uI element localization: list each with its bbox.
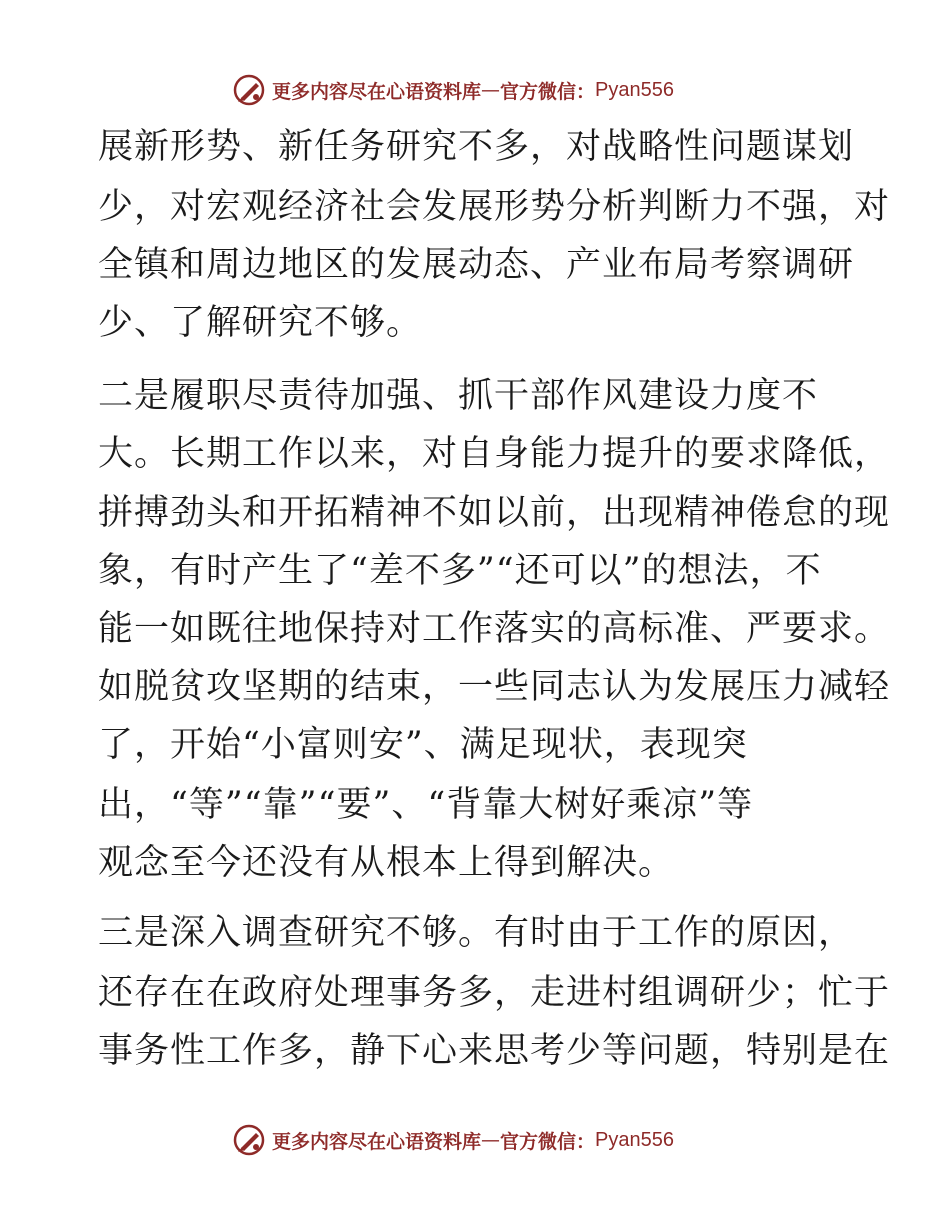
- body-line: 全镇和周边地区的发展动态、产业布局考察调研: [98, 245, 855, 285]
- banner-wechat-id: Pyan556: [595, 78, 674, 101]
- quill-pen-logo-icon: [232, 73, 266, 107]
- banner-wechat-id: Pyan556: [595, 1128, 674, 1151]
- body-line: 象，有时产生了“差不多”“还可以”的想法，不: [98, 551, 822, 591]
- body-line: 展新形势、新任务研究不多，对战略性问题谋划: [98, 127, 855, 167]
- banner-dash: —: [481, 79, 501, 101]
- body-line: 二是履职尽责待加强、抓干部作风建设力度不: [98, 376, 819, 416]
- body-line: 观念至今还没有从根本上得到解决。: [98, 843, 675, 883]
- body-line: 事务性工作多，静下心来思考少等问题，特别是在: [98, 1031, 891, 1071]
- banner-label: 官方微信：: [500, 80, 596, 103]
- body-line: 少，对宏观经济社会发展形势分析判断力不强，对: [98, 187, 891, 227]
- body-line: 少、了解研究不够。: [98, 303, 423, 343]
- body-line: 大。长期工作以来，对自身能力提升的要求降低，: [98, 434, 891, 474]
- body-line: 三是深入调查研究不够。有时由于工作的原因，: [98, 913, 855, 953]
- banner-dash: —: [481, 1129, 501, 1151]
- body-line: 如脱贫攻坚期的结束，一些同志认为发展压力减轻: [98, 667, 891, 707]
- quill-pen-logo-icon: [232, 1123, 266, 1157]
- body-line: 还存在在政府处理事务多，走进村组调研少；忙于: [98, 973, 891, 1013]
- banner-label: 官方微信：: [500, 1130, 596, 1153]
- body-line: 了，开始“小富则安”、满足现状，表现突: [98, 725, 748, 765]
- banner-text: 更多内容尽在心语资料库: [272, 1130, 482, 1153]
- body-line: 出，“等”“靠”“要”、“背靠大树好乘凉”等: [98, 785, 754, 825]
- body-line: 能一如既往地保持对工作落实的高标准、严要求。: [98, 609, 891, 649]
- footer-banner: [232, 1120, 674, 1160]
- header-banner: [232, 70, 674, 110]
- body-line: 拼搏劲头和开拓精神不如以前，出现精神倦怠的现: [98, 493, 891, 533]
- banner-text: 更多内容尽在心语资料库: [272, 80, 482, 103]
